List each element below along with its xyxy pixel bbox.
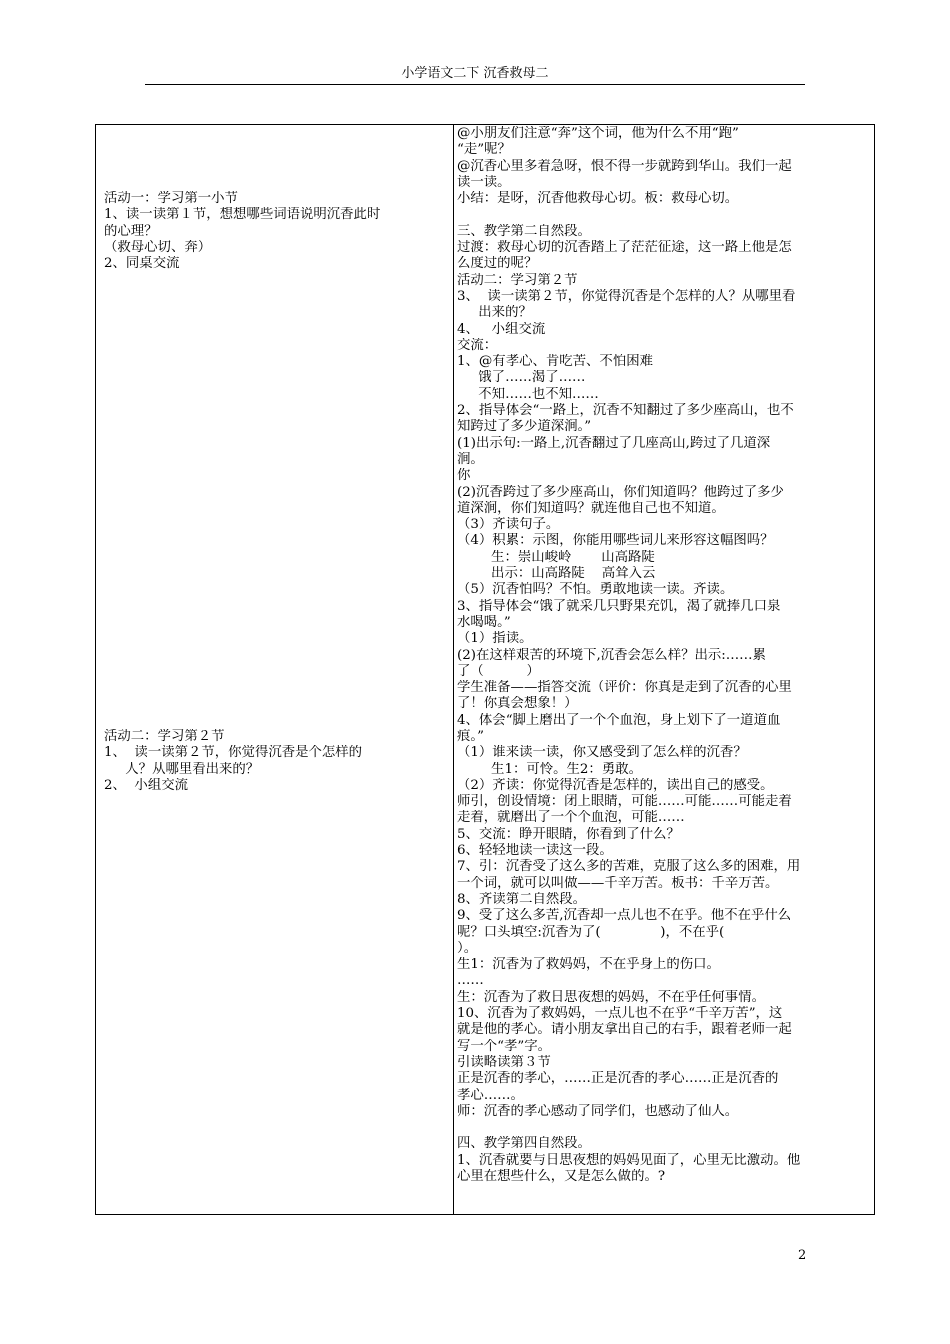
- text-line: 么度过的呢？: [457, 256, 538, 272]
- lesson-table: [95, 124, 875, 1215]
- text-line: 3、 读一读第２节，你觉得沉香是个怎样的人？从哪里看: [457, 288, 796, 304]
- text-line: (2)沉香跨过了多少座高山，你们知道吗？他跨过了多少: [457, 484, 784, 500]
- column-divider: [453, 125, 454, 1214]
- text-line: 3、指导体会“饿了就采几只野果充饥，渴了就捧几口泉: [457, 598, 781, 614]
- text-line: 4、 小组交流: [457, 321, 546, 337]
- text-line: 就是他的孝心。请小朋友拿出自己的右手，跟着老师一起: [457, 1022, 792, 1038]
- text-line: （2）齐读：你觉得沉香是怎样的，读出自己的感受。: [457, 777, 774, 793]
- text-line: 不知……也不知……: [457, 386, 599, 402]
- text-line: （4）积累：示图，你能用哪些词儿来形容这幅图吗？: [457, 533, 774, 549]
- header-rule: [145, 84, 805, 85]
- lesson-content-block: [457, 126, 871, 1185]
- text-line: 生1：沉香为了救妈妈，不在乎身上的伤口。: [457, 957, 720, 973]
- page-header: 小学语文二下 沉香救母二: [401, 66, 549, 81]
- text-line: @沉香心里多着急呀，恨不得一步就跨到华山。我们一起: [457, 158, 792, 174]
- text-line: 2、指导体会“一路上，沉香不知翻过了多少座高山，也不: [457, 403, 794, 419]
- text-line: 2、 小组交流: [104, 777, 188, 793]
- page-number: 2: [798, 1248, 807, 1263]
- text-line: 走着，就磨出了一个个血泡，可能……: [457, 810, 685, 826]
- text-line: 4、体会“脚上磨出了一个个血泡，身上划下了一道道血: [457, 712, 781, 728]
- text-line: 5、交流：睁开眼睛，你看到了什么？: [457, 826, 680, 842]
- text-line: 出来的？: [457, 305, 532, 321]
- text-line: 三、教学第二自然段。: [457, 223, 591, 239]
- text-line: ……: [457, 973, 484, 989]
- text-line: 正是沉香的孝心，……正是沉香的孝心……正是沉香的: [457, 1071, 779, 1087]
- text-line: 孝心……。: [457, 1087, 524, 1103]
- text-line: @小朋友们注意“奔”这个词，他为什么不用“跑”: [457, 126, 739, 141]
- text-line: 师：沉香的孝心感动了同学们，也感动了仙人。: [457, 1103, 739, 1119]
- text-line: 生：沉香为了救日思夜想的妈妈，不在乎任何事情。: [457, 989, 765, 1005]
- text-line: 8、齐读第二自然段。: [457, 891, 587, 907]
- text-line: “走”呢？: [457, 142, 511, 158]
- text-line: （救母心切、奔）: [104, 239, 212, 255]
- activity-one-block: [104, 191, 444, 272]
- text-line: 了！你真会想象！）: [457, 696, 578, 712]
- text-line: 涧。: [457, 451, 484, 467]
- text-line: 道深涧，你们知道吗？就连他自己也不知道。: [457, 500, 725, 516]
- activity-two-block: [104, 729, 444, 794]
- text-line: 饿了……渴了……: [457, 370, 586, 386]
- text-line: 你: [457, 468, 471, 484]
- text-line: 1、读一读第１节，想想哪些词语说明沉香此时: [104, 207, 381, 223]
- text-line: 引读略读第３节: [457, 1054, 551, 1070]
- right-column: [457, 125, 873, 1214]
- text-line: 2、同桌交流: [104, 256, 180, 272]
- text-line: ）。: [457, 940, 478, 956]
- text-line: 6、轻轻地读一读这一段。: [457, 843, 613, 859]
- text-line: （5）沉香怕吗？不怕。勇敢地读一读。齐读。: [457, 582, 734, 598]
- text-line: 一个词，就可以叫做——千辛万苦。板书：千辛万苦。: [457, 875, 779, 891]
- text-line: 生：崇山峻岭 山高路陡: [457, 549, 655, 565]
- text-line: 过渡：救母心切的沉香踏上了茫茫征途，这一路上他是怎: [457, 240, 792, 256]
- text-line: 的心理？: [104, 223, 158, 239]
- text-line: 活动二：学习第２节: [104, 729, 225, 744]
- text-line: 活动二：学习第２节: [457, 272, 578, 288]
- text-line: （3）齐读句子。: [457, 517, 560, 533]
- left-column: [96, 125, 452, 1214]
- text-line: 1、@有孝心、肯吃苦、不怕困难: [457, 354, 653, 370]
- text-line: 师引，创设情境：闭上眼睛，可能……可能……可能走着: [457, 794, 792, 810]
- text-line: 水喝喝。”: [457, 614, 511, 630]
- text-line: [457, 1120, 871, 1136]
- text-line: 四、教学第四自然段。: [457, 1136, 591, 1152]
- text-line: （1）指读。: [457, 631, 533, 647]
- text-line: (1)出示句:一路上,沉香翻过了几座高山,跨过了几道深: [457, 435, 771, 451]
- text-line: 知跨过了多少道深涧。”: [457, 419, 592, 435]
- text-line: 生1：可怜。生2：勇敢。: [457, 761, 642, 777]
- text-line: 呢？口头填空:沉香为了( )，不在乎(: [457, 924, 725, 940]
- text-line: 出示：山高路陡 高耸入云: [457, 566, 656, 582]
- text-line: 1、 读一读第２节，你觉得沉香是个怎样的: [104, 745, 363, 761]
- text-line: 读一读。: [457, 174, 511, 190]
- text-line: 小结：是呀，沉香他救母心切。板：救母心切。: [457, 191, 739, 207]
- text-line: 7、引：沉香受了这么多的苦难，克服了这么多的困难，用: [457, 859, 801, 875]
- text-line: 人？从哪里看出来的？: [104, 761, 260, 777]
- text-line: 心里在想些什么，又是怎么做的。?: [457, 1169, 666, 1184]
- text-line: 活动一：学习第一小节: [104, 191, 238, 206]
- text-line: （1）谁来读一读，你又感受到了怎么样的沉香？: [457, 745, 747, 761]
- text-line: (2)在这样艰苦的环境下,沉香会怎么样？出示:……累: [457, 647, 766, 663]
- text-line: 1、沉香就要与日思夜想的妈妈见面了，心里无比激动。他: [457, 1152, 801, 1168]
- text-line: 写一个“孝”字。: [457, 1038, 552, 1054]
- text-line: 痕。”: [457, 728, 484, 744]
- text-line: 了（ ）: [457, 663, 540, 679]
- text-line: 10、沉香为了救妈妈，一点儿也不在乎“千辛万苦”，这: [457, 1006, 783, 1022]
- text-line: 学生准备——指答交流（评价：你真是走到了沉香的心里: [457, 680, 792, 696]
- text-line: [457, 207, 871, 223]
- text-line: 交流：: [457, 337, 498, 353]
- text-line: 9、受了这么多苦,沉香却一点儿也不在乎。他不在乎什么: [457, 908, 792, 924]
